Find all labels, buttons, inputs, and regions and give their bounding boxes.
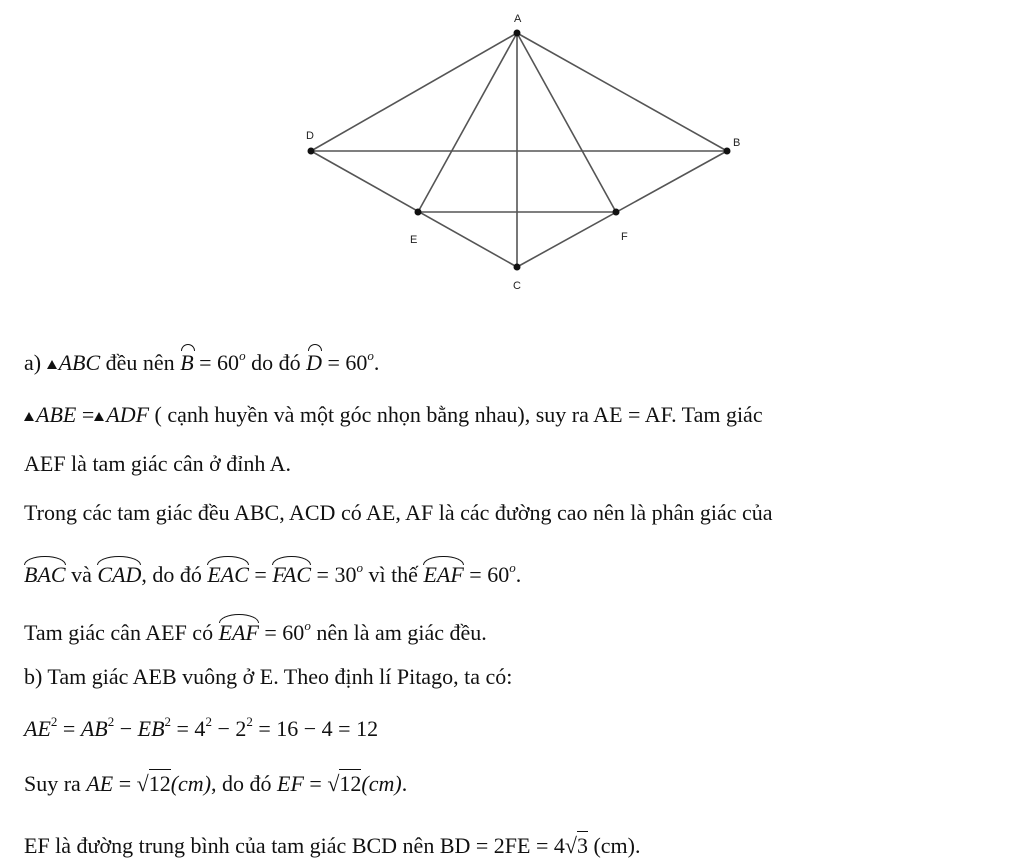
point-B [724,148,731,155]
segment-AB [517,33,727,151]
text-line-2: ABE = ADF ( cạnh huyền và một góc nhọn bằng nhau), suy ra AE = AF. Tam giác [24,404,763,426]
text-line-3: AEF là tam giác cân ở đỉnh A. [24,451,292,476]
triangle-icon [94,412,104,421]
text-line-8: $AE^2 = AB^2 - EB^2 = 4^2 - 2^2 = 16 - 4 = 12$ [24,714,379,741]
sqrt-12: √12 [136,771,171,796]
label-D: D [306,130,314,142]
angle-FAC: FAC [272,556,311,586]
text-line-7: b) Tam giác AEB vuông ở E. Theo định lí Pitago, ta có: [24,664,513,689]
text-line-4: Trong các tam giác đều ABC, ACD có AE, AF là các đường cao nên là phân giác của [24,500,773,525]
text-line-5: BAC và CAD, do đó EAC = FAC = $30^o$ vì thế EAF = $60^o$. [24,556,521,586]
label-F: F [621,231,628,243]
point-C [514,264,521,271]
segment-AF [517,33,616,212]
segment-AD [311,33,517,151]
geometry-figure [0,0,1024,300]
point-D [308,148,315,155]
text-line-9: Suy ra AE = √12(cm), do đó EF = √12(cm). [24,771,408,796]
angle-EAF: EAF [219,614,259,644]
label-E: E [410,234,418,246]
text-line-10: EF là đường trung bình của tam giác BCD nên BD = 2FE = 4√3 (cm). [24,833,641,858]
text-line-1: a) ABC đều nên $B = 60^o$ do đó $D = 60^o$. [24,348,380,375]
label-A: A [514,13,522,25]
angle-B: B [180,350,194,375]
point-F [613,209,620,216]
angle-CAD: CAD [97,556,141,586]
sqrt-12: √12 [327,771,362,796]
segment-BC [517,151,727,267]
label-C: C [513,280,521,292]
angle-D: D [306,350,322,375]
sqrt-3: √3 [564,833,588,858]
segment-DC [311,151,517,267]
text-line-6: Tam giác cân AEF có EAF = $60^o$ nên là am giác đều. [24,614,487,644]
triangle-icon [24,412,34,421]
angle-BAC: BAC [24,556,66,586]
triangle-icon [47,360,57,369]
angle-EAC: EAC [207,556,249,586]
angle-EAF: EAF [423,556,463,586]
point-A [514,30,521,37]
label-B: B [733,137,741,149]
segment-AE [418,33,517,212]
point-E [415,209,422,216]
